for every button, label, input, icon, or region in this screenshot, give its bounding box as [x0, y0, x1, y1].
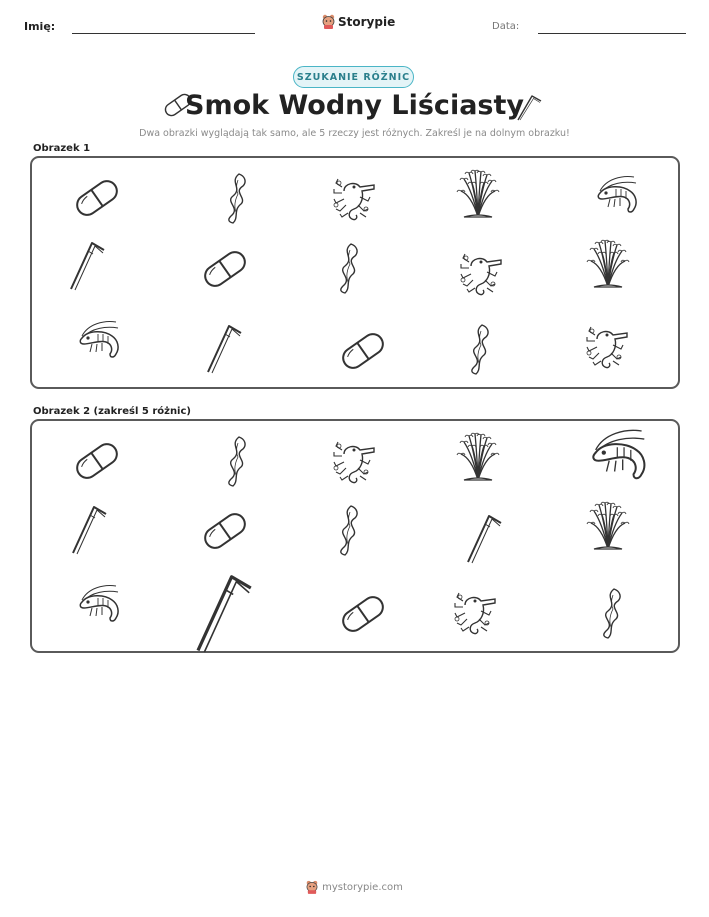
brand-logo — [322, 14, 395, 29]
panel-2-label: Obrazek 2 (zakreśl 5 różnic) — [33, 406, 191, 417]
footer-url: mystorypie.com — [322, 881, 403, 893]
picture-1-straw-icon[interactable] — [71, 243, 104, 290]
picture-1-straw-icon[interactable] — [208, 326, 241, 373]
picture-1-coral-icon[interactable] — [457, 170, 499, 217]
picture-2-seaweed-icon[interactable] — [229, 437, 245, 486]
picture-2-pill-icon[interactable] — [201, 510, 249, 552]
picture-2-sea-dragon-icon[interactable] — [334, 442, 374, 483]
page-title: Smok Wodny Liściasty — [185, 90, 524, 121]
picture-2-pill-icon[interactable] — [73, 440, 121, 482]
footer — [0, 880, 709, 894]
picture-1-pill-icon[interactable] — [339, 330, 387, 372]
picture-2-grid — [32, 421, 678, 651]
storypie-bear-icon — [322, 14, 335, 29]
picture-1-shrimp-icon[interactable] — [80, 322, 118, 357]
picture-1-pill-icon[interactable] — [73, 177, 121, 219]
picture-1-sea-dragon-icon[interactable] — [587, 327, 627, 368]
date-write-line — [538, 33, 686, 34]
panel-1-label: Obrazek 1 — [33, 143, 91, 154]
picture-1-shrimp-icon[interactable] — [598, 177, 636, 212]
picture-2-shrimp-icon[interactable] — [593, 430, 644, 478]
straw-icon — [514, 92, 546, 122]
picture-2-seaweed-icon[interactable] — [604, 589, 620, 638]
picture-2-straw-icon[interactable] — [198, 577, 251, 652]
picture-2-straw-icon[interactable] — [73, 507, 106, 554]
storypie-bear-icon — [306, 880, 318, 894]
name-write-line — [72, 33, 255, 34]
picture-2-straw-icon[interactable] — [468, 516, 501, 563]
picture-1-sea-dragon-icon[interactable] — [461, 254, 501, 295]
picture-1-coral-icon[interactable] — [587, 240, 629, 287]
picture-2-coral-icon[interactable] — [457, 433, 499, 480]
picture-2-shrimp-icon[interactable] — [80, 586, 118, 621]
picture-2-coral-icon[interactable] — [587, 502, 629, 549]
picture-1-sea-dragon-icon[interactable] — [334, 179, 374, 220]
picture-2-pill-icon[interactable] — [339, 593, 387, 635]
picture-1-seaweed-icon[interactable] — [472, 325, 488, 374]
picture-1-grid — [32, 158, 678, 387]
instructions: Dwa obrazki wyglądają tak samo, ale 5 rzeczy jest różnych. Zakreśl je na dolnym obrazku! — [139, 128, 570, 139]
brand-name: Storypie — [338, 14, 396, 29]
picture-1-seaweed-icon[interactable] — [341, 244, 357, 293]
picture-2-sea-dragon-icon[interactable] — [455, 593, 495, 634]
name-label: Imię: — [24, 20, 56, 33]
category-badge: SZUKANIE RÓŻNIC — [293, 66, 414, 88]
picture-1-pill-icon[interactable] — [201, 248, 249, 290]
picture-2-seaweed-icon[interactable] — [341, 506, 357, 555]
picture-1-panel — [30, 156, 680, 389]
picture-2-panel[interactable] — [30, 419, 680, 653]
date-label: Data: — [492, 21, 520, 32]
picture-1-seaweed-icon[interactable] — [229, 174, 245, 223]
